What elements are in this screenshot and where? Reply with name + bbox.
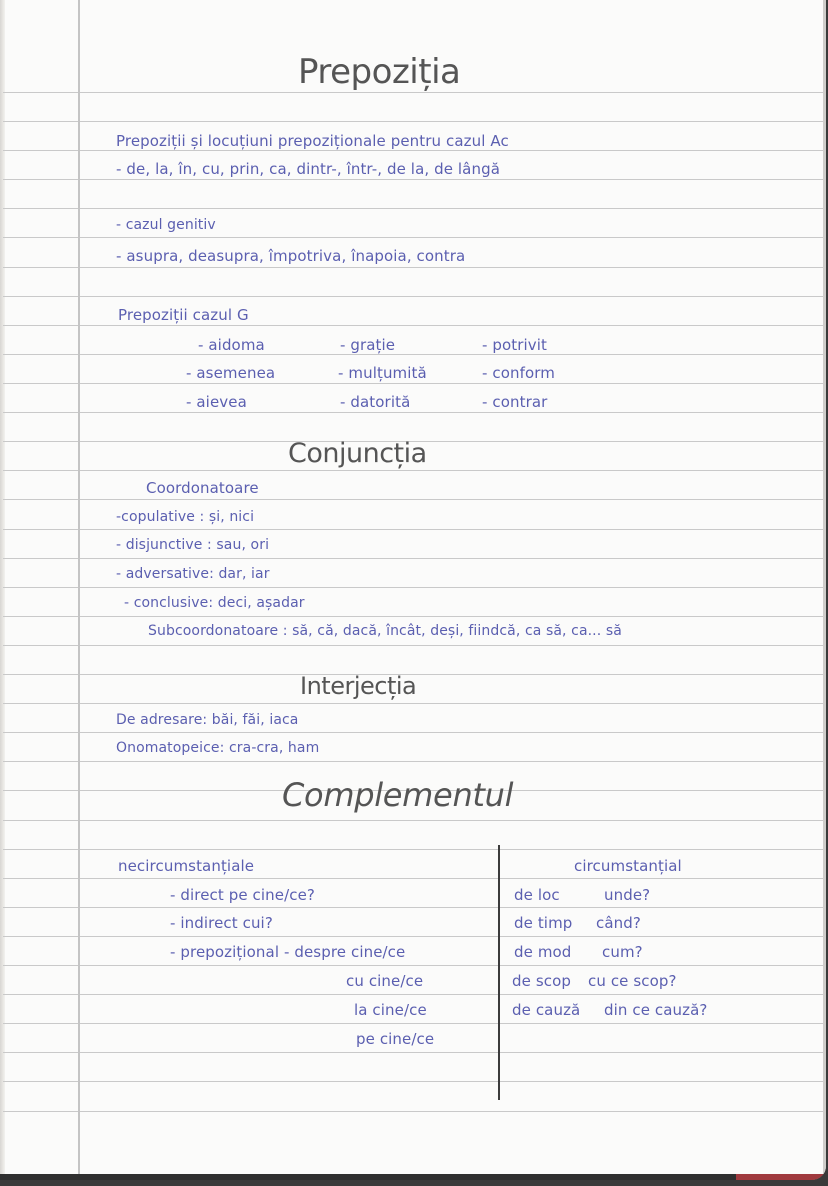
rule-line: [3, 150, 823, 151]
margin-line: [78, 0, 80, 1180]
rule-line: [3, 1111, 823, 1112]
circumstantial-type: de timp: [514, 914, 573, 932]
rule-line: [3, 936, 823, 937]
rule-line: [3, 1023, 823, 1024]
title-conjunctia: Conjuncția: [288, 438, 427, 469]
rule-line: [3, 92, 823, 93]
cazul-g-item: - conform: [482, 364, 555, 382]
coordonatoare-heading: Coordonatoare: [146, 479, 259, 497]
necircumstantial-subrow: pe cine/ce: [356, 1030, 435, 1048]
title-complementul: Complementul: [282, 776, 514, 814]
rule-line: [3, 325, 823, 326]
rule-line: [3, 179, 823, 180]
circumstantial-question: cu ce scop?: [588, 972, 677, 990]
rule-line: [3, 1052, 823, 1053]
cazul-g-item: - mulțumită: [338, 364, 427, 382]
table-divider: [498, 845, 500, 1100]
rule-line: [3, 616, 823, 617]
circumstantial-question: cum?: [602, 943, 643, 961]
cazul-g-item: - asemenea: [186, 364, 276, 382]
rule-line: [3, 587, 823, 588]
cazul-g-item: - grație: [340, 336, 396, 354]
page-right-edge: [823, 0, 826, 1180]
rule-line: [3, 121, 823, 122]
rule-line: [3, 558, 823, 559]
rule-line: [3, 1081, 823, 1082]
rule-line: [3, 267, 823, 268]
cazul-g-item: - datorită: [340, 393, 411, 411]
rule-line: [3, 994, 823, 995]
conjunctie-item: - adversative: dar, iar: [116, 566, 270, 582]
rule-line: [3, 907, 823, 908]
acuzativ-heading: Prepoziții și locuțiuni prepoziționale pentru cazul Ac: [116, 132, 509, 150]
rule-line: [3, 965, 823, 966]
cazul-g-heading: Prepoziții cazul G: [118, 306, 249, 324]
acuzativ-list: - de, la, în, cu, prin, ca, dintr-, într-, de la, de lângă: [116, 160, 500, 178]
rule-line: [3, 878, 823, 879]
circumstantial-type: de loc: [514, 886, 560, 904]
circumstantial-question: din ce cauză?: [604, 1001, 708, 1019]
conjunctie-item: - disjunctive : sau, ori: [116, 537, 270, 553]
subordonatoare: Subcoordonatoare : să, că, dacă, încât, deși, fiindcă, ca să, ca... să: [148, 623, 622, 639]
rule-line: [3, 237, 823, 238]
cazul-g-item: - aievea: [186, 393, 247, 411]
interjectie-onomatopeice: Onomatopeice: cra-cra, ham: [116, 740, 320, 756]
interjectie-adresare: De adresare: băi, făi, iaca: [116, 712, 299, 728]
conjunctie-item: - conclusive: deci, așadar: [124, 595, 305, 611]
rule-line: [3, 354, 823, 355]
necircumstantial-row: - prepozițional - despre cine/ce: [170, 943, 406, 961]
rule-line: [3, 849, 823, 850]
necircumstantial-row: - direct pe cine/ce?: [170, 886, 315, 904]
rule-line: [3, 820, 823, 821]
rule-line: [3, 470, 823, 471]
cazul-g-item: - potrivit: [482, 336, 548, 354]
conjunctie-item: -copulative : și, nici: [116, 509, 255, 525]
rule-line: [3, 296, 823, 297]
genitiv-list: - asupra, deasupra, împotriva, înapoia, contra: [116, 247, 466, 265]
rule-line: [3, 383, 823, 384]
rule-line: [3, 529, 823, 530]
rule-line: [3, 645, 823, 646]
rule-line: [3, 703, 823, 704]
necircumstantial-subrow: la cine/ce: [354, 1001, 427, 1019]
genitiv-heading: - cazul genitiv: [116, 217, 216, 233]
cazul-g-item: - contrar: [482, 393, 548, 411]
rule-line: [3, 412, 823, 413]
page-left-edge: [0, 0, 5, 1180]
necircumstantial-heading: necircumstanțiale: [118, 857, 255, 875]
page-bottom-shadow: [0, 1174, 826, 1180]
circumstantial-type: de scop: [512, 972, 571, 990]
circumstantial-question: când?: [596, 914, 641, 932]
circumstantial-type: de cauză: [512, 1001, 581, 1019]
title-interjectia: Interjecția: [300, 672, 417, 700]
necircumstantial-row: - indirect cui?: [170, 914, 273, 932]
cazul-g-item: - aidoma: [198, 336, 265, 354]
rule-line: [3, 499, 823, 500]
necircumstantial-subrow: cu cine/ce: [346, 972, 424, 990]
rule-line: [3, 732, 823, 733]
rule-line: [3, 208, 823, 209]
circumstantial-heading: circumstanțial: [574, 857, 682, 875]
page-bottom-accent: [736, 1174, 826, 1180]
circumstantial-type: de mod: [514, 943, 572, 961]
circumstantial-question: unde?: [604, 886, 651, 904]
rule-line: [3, 761, 823, 762]
title-prepozitia: Prepoziția: [298, 52, 461, 92]
